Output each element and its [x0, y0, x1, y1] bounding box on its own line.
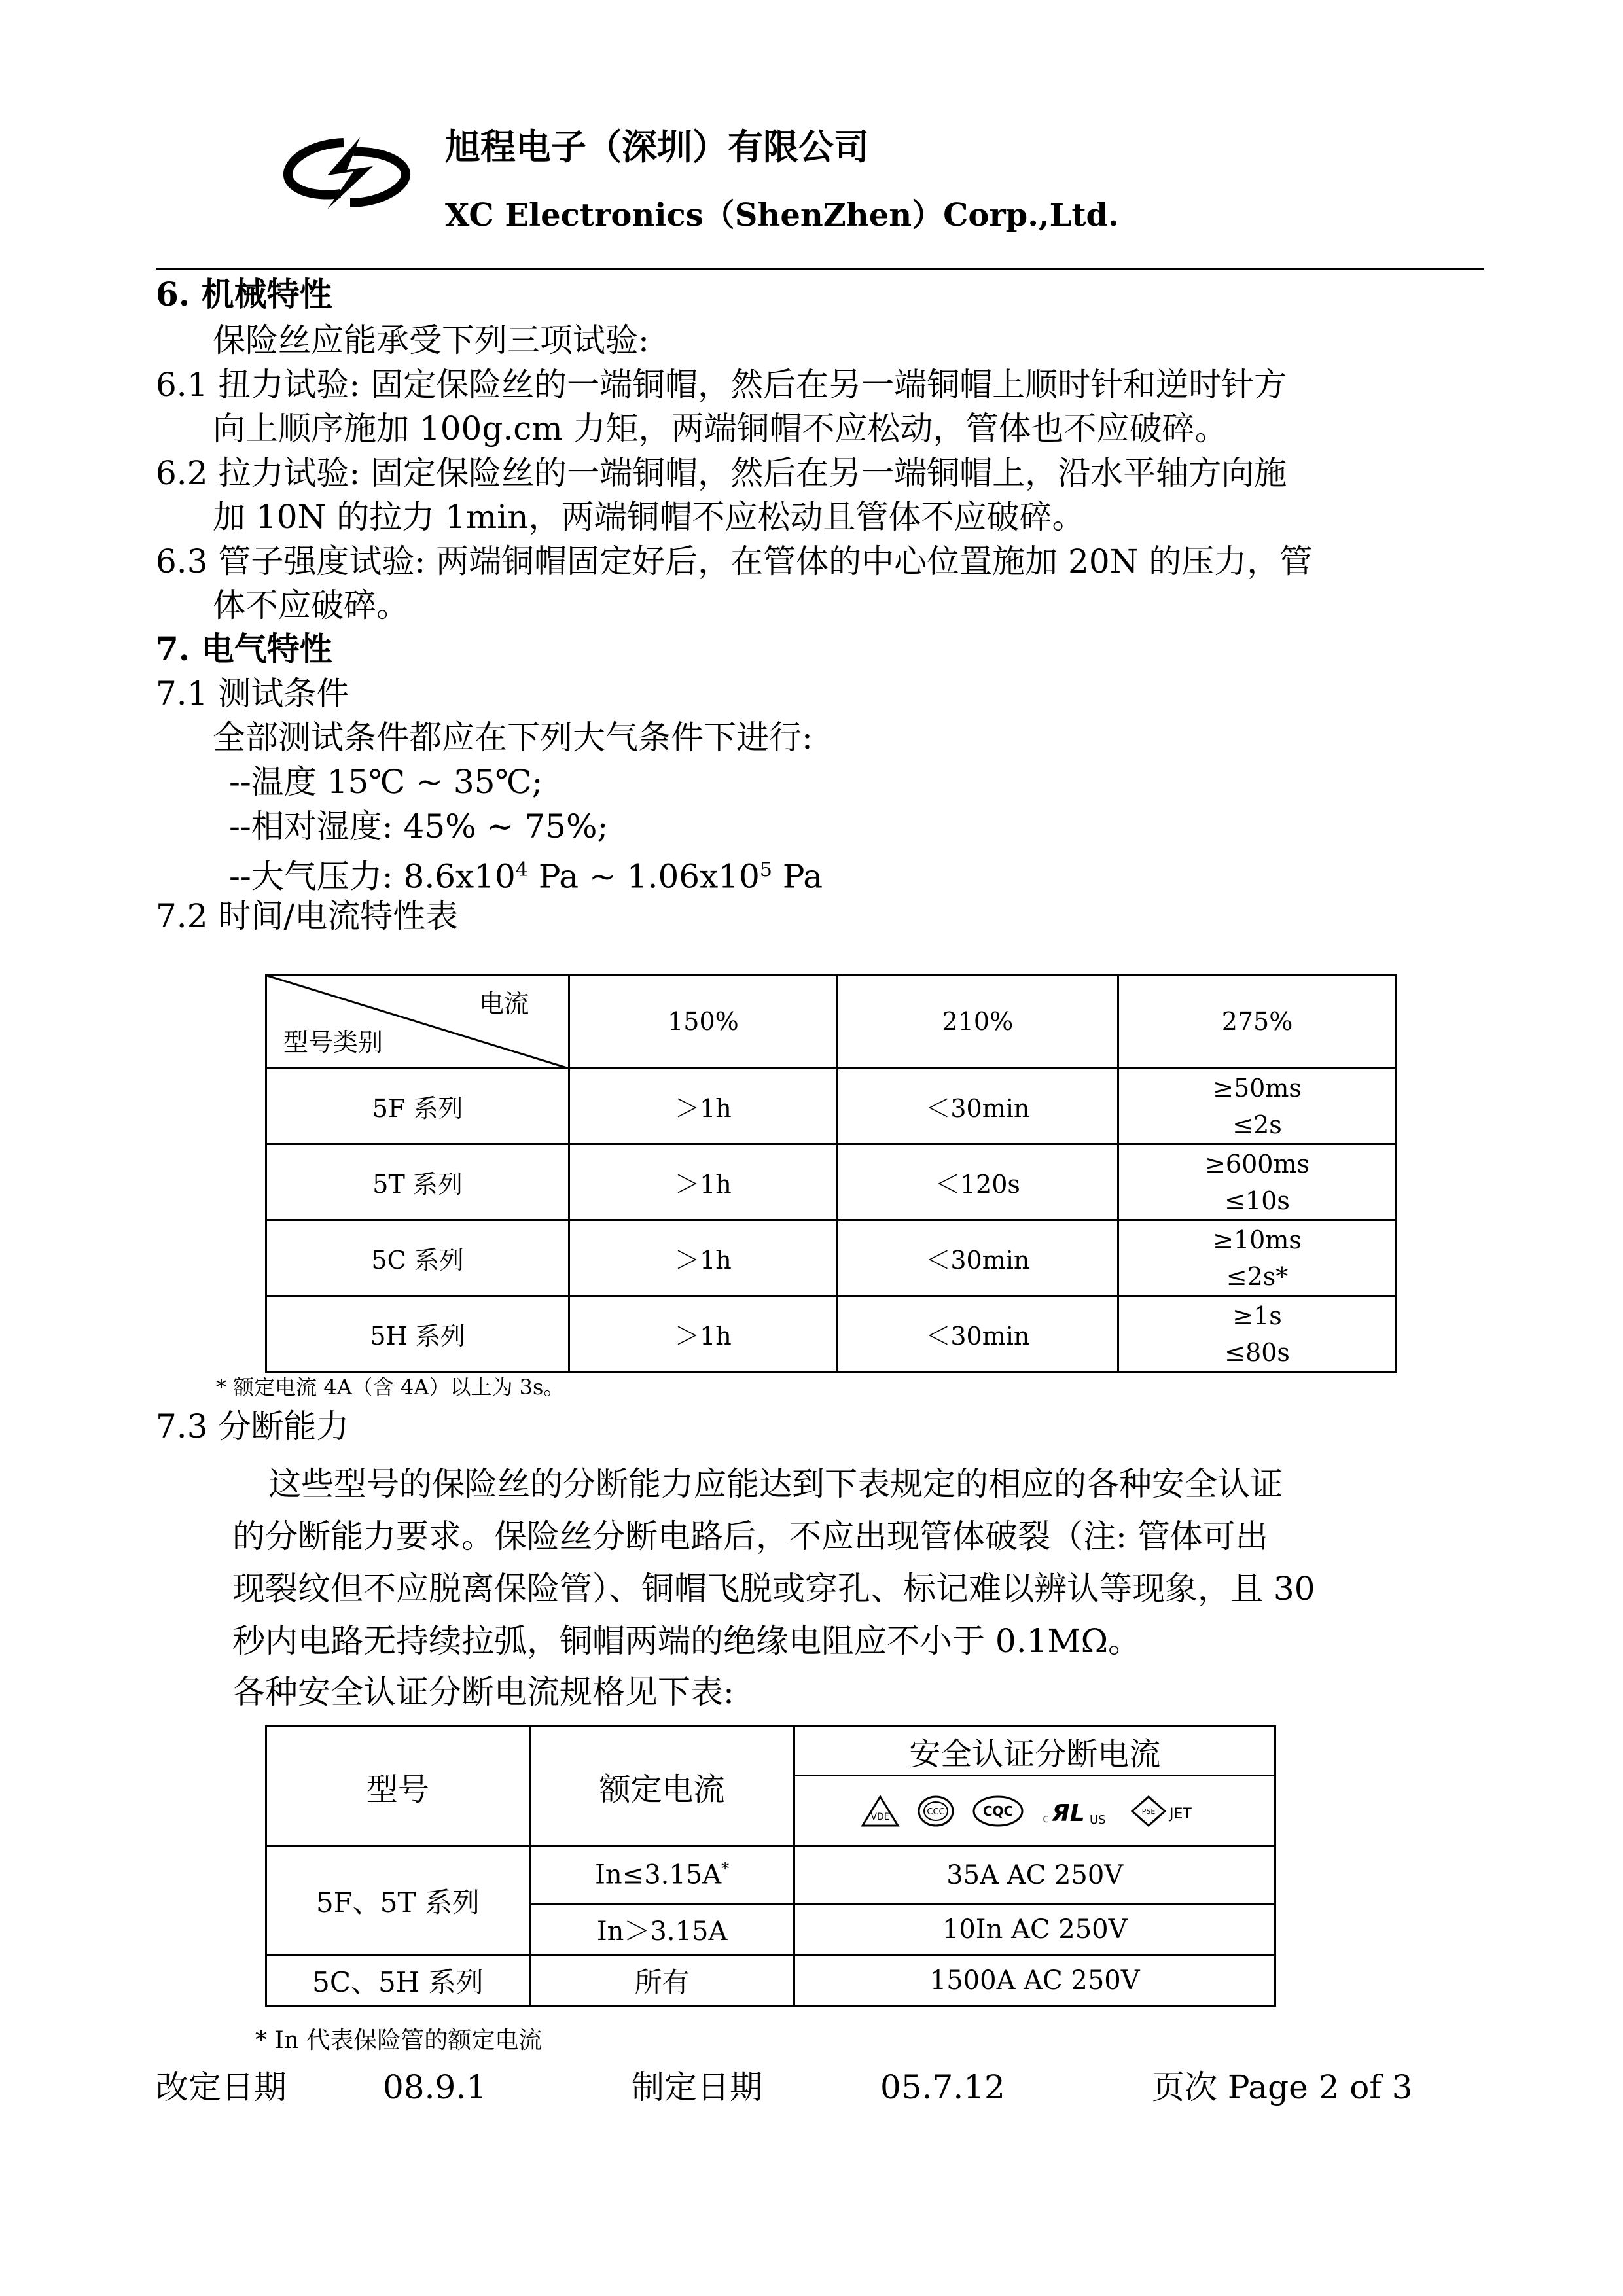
model-5c-5h: 5C、5H 系列: [266, 1955, 530, 2006]
value-275: ≥50ms ≤2s: [1118, 1069, 1397, 1144]
ccc-logo: [917, 1795, 955, 1828]
value-150: ＞1h: [569, 1220, 837, 1296]
section-7-1-intro: 全部测试条件都应在下列大气条件下进行:: [213, 718, 813, 756]
company-name-en: XC Electronics（ShenZhen）Corp.,Ltd.: [445, 197, 1119, 234]
item-6-3-line1: 6.3 管子强度试验: 两端铜帽固定好后，在管体的中心位置施加 20N 的压力，管: [156, 542, 1313, 580]
condition-humidity: --相对湿度: 45% ~ 75%;: [229, 807, 609, 845]
section-6-title: 6. 机械特性: [156, 275, 332, 313]
rated-gt-3-15a: In＞3.15A: [529, 1904, 794, 1955]
svg-text:US: US: [1090, 1812, 1106, 1827]
type-cell: 5H 系列: [266, 1296, 569, 1372]
section-7-3-title: 7.3 分断能力: [156, 1407, 349, 1445]
section-6-intro: 保险丝应能承受下列三项试验:: [213, 321, 649, 359]
made-date-label: 制定日期: [632, 2068, 762, 2106]
header-275: 275%: [1118, 975, 1397, 1069]
condition-pressure: --大气压力: $8.6x10^4$ Pa ~ $1.06x10^5$ Pa: [229, 857, 823, 896]
section-7-3-para-line1: 这些型号的保险丝的分断能力应能达到下表规定的相应的各种安全认证: [268, 1465, 1283, 1503]
value-275: ≥10ms ≤2s*: [1118, 1220, 1397, 1296]
value-150: ＞1h: [569, 1069, 837, 1144]
table-row: [266, 1144, 1397, 1220]
section-7-3-para-line3: 现裂纹但不应脱离保险管）、铜帽飞脱或穿孔、标记难以辨认等现象，且 30: [232, 1570, 1315, 1608]
section-7-3-para-line5: 各种安全认证分断电流规格见下表:: [232, 1673, 734, 1711]
header-150: 150%: [569, 975, 837, 1069]
revise-date-label: 改定日期: [156, 2068, 287, 2106]
corner-cell: [266, 975, 569, 1069]
rated-le-3-15a: In≤3.15A*: [529, 1846, 794, 1904]
section-7-1-title: 7.1 测试条件: [156, 675, 349, 713]
corner-type-label: 型号类别: [283, 1028, 383, 1057]
breaking-10in: 10In AC 250V: [794, 1904, 1275, 1955]
section-7-3-para-line2: 的分断能力要求。保险丝分断电路后，不应出现管体破裂（注: 管体可出: [232, 1517, 1268, 1555]
item-6-1-line1: 6.1 扭力试验: 固定保险丝的一端铜帽，然后在另一端铜帽上顺时针和逆时针方: [156, 366, 1287, 404]
svg-text:CQC: CQC: [983, 1803, 1014, 1819]
value-275: ≥600ms ≤10s: [1118, 1144, 1397, 1220]
cul-us-logo: [1041, 1795, 1113, 1828]
item-6-2-line2: 加 10N 的拉力 1min，两端铜帽不应松动且管体不应破碎。: [213, 498, 1085, 536]
condition-temperature: --温度 15℃ ~ 35℃;: [229, 763, 543, 801]
svg-text:VDE: VDE: [870, 1811, 890, 1822]
pse-jet-logo: [1130, 1795, 1209, 1828]
table-row: [266, 1069, 1397, 1144]
svg-text:c: c: [1043, 1811, 1050, 1826]
item-6-3-line2: 体不应破碎。: [213, 586, 409, 624]
company-logo: [281, 137, 412, 212]
item-6-2-line1: 6.2 拉力试验: 固定保险丝的一端铜帽，然后在另一端铜帽上，沿水平轴方向施: [156, 454, 1287, 492]
revise-date: 08.9.1: [383, 2068, 488, 2106]
model-5f-5t: 5F、5T 系列: [266, 1846, 530, 1955]
corner-current-label: 电流: [479, 989, 529, 1018]
item-6-1-line2: 向上顺序施加 100g.cm 力矩，两端铜帽不应松动，管体也不应破碎。: [213, 410, 1228, 448]
type-cell: 5C 系列: [266, 1220, 569, 1296]
type-cell: 5T 系列: [266, 1144, 569, 1220]
section-7-title: 7. 电气特性: [156, 629, 332, 668]
svg-text:PSE: PSE: [1141, 1807, 1156, 1816]
value-275: ≥1s ≤80s: [1118, 1296, 1397, 1372]
time-current-table: [265, 974, 1397, 1373]
svg-text:ЯL: ЯL: [1052, 1799, 1085, 1827]
section-7-3-para-line4: 秒内电路无持续拉弧，铜帽两端的绝缘电阻应不小于 0.1MΩ。: [232, 1622, 1141, 1660]
table-row: [266, 1846, 1275, 1904]
table1-footnote: * 额定电流 4A（含 4A）以上为 3s。: [216, 1375, 565, 1400]
breaking-35a: 35A AC 250V: [794, 1846, 1275, 1904]
section-7-2-title: 7.2 时间/电流特性表: [156, 897, 459, 935]
vde-logo: [861, 1795, 900, 1828]
cert-logos: [794, 1776, 1275, 1846]
page-number: 页次 Page 2 of 3: [1152, 2068, 1413, 2106]
value-210: ＜30min: [837, 1069, 1118, 1144]
rated-all: 所有: [529, 1955, 794, 2006]
breaking-capacity-table: [265, 1725, 1276, 2007]
header-divider: [156, 268, 1484, 270]
header-cert-breaking-current: 安全认证分断电流: [794, 1727, 1275, 1776]
value-150: ＞1h: [569, 1144, 837, 1220]
value-210: ＜120s: [837, 1144, 1118, 1220]
made-date: 05.7.12: [880, 2068, 1005, 2106]
value-210: ＜30min: [837, 1296, 1118, 1372]
table2-footnote: * In 代表保险管的额定电流: [255, 2027, 543, 2054]
svg-text:JET: JET: [1169, 1805, 1192, 1822]
company-name-cn: 旭程电子（深圳）有限公司: [445, 126, 869, 168]
table-row: [266, 1955, 1275, 2006]
value-210: ＜30min: [837, 1220, 1118, 1296]
header-rated-current: 额定电流: [529, 1727, 794, 1846]
type-cell: 5F 系列: [266, 1069, 569, 1144]
table-row: [266, 1220, 1397, 1296]
cqc-logo: [972, 1795, 1024, 1828]
header-210: 210%: [837, 975, 1118, 1069]
breaking-1500a: 1500A AC 250V: [794, 1955, 1275, 2006]
svg-text:CCC: CCC: [927, 1807, 945, 1817]
value-150: ＞1h: [569, 1296, 837, 1372]
header-model: 型号: [266, 1727, 530, 1846]
table-row: [266, 1296, 1397, 1372]
